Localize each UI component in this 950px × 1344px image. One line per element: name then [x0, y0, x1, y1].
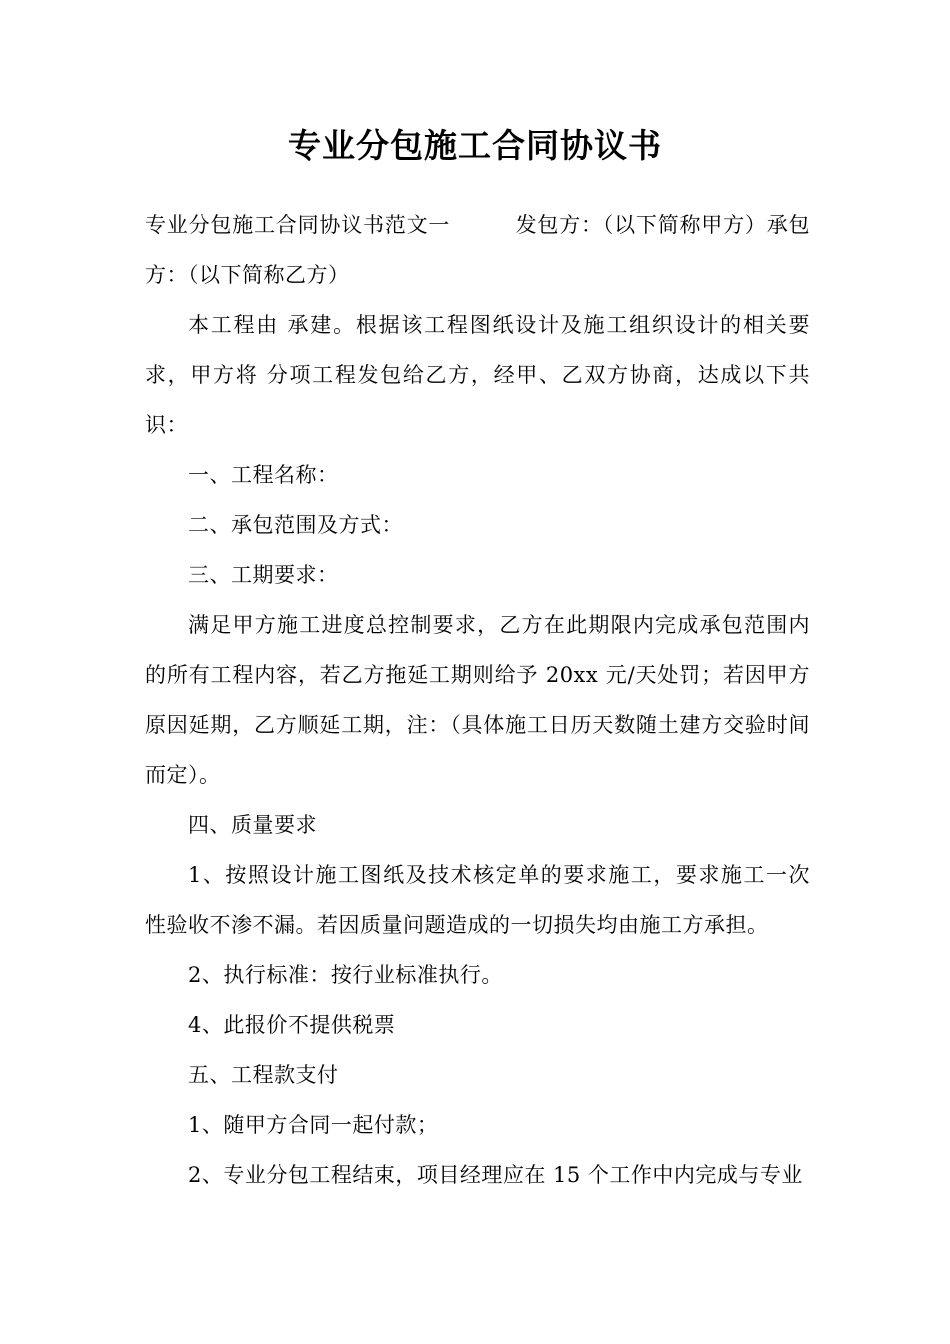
payment-item-1: 1、随甲方合同一起付款； [188, 1113, 439, 1137]
document-title: 专业分包施工合同协议书 [288, 126, 662, 165]
payment-item-2: 2、专业分包工程结束，项目经理应在 15 个工作中内完成与专业 [188, 1163, 803, 1187]
quality-item-1: 1、按照设计施工图纸及技术核定单的要求施工，要求施工一次 性验收不渗不漏。若因质量问题造成的一切损失均由施工方承担。 [145, 863, 810, 937]
schedule-paragraph: 满足甲方施工进度总控制要求，乙方在此期限内完成承包范围内的所有工程内容，若乙方拖延工期则给予 20xx 元/天处罚；若因甲方原因延期，乙方顺延工期，注：（具体施工日历天数随土建方交验时间而定）。 [145, 613, 810, 787]
intro-paragraph: 专业分包施工合同协议书范文一 发包方：（以下简称甲方）承包方：（以下简称乙方） [145, 213, 810, 287]
quality-item-4: 4、此报价不提供税票 [188, 1013, 396, 1037]
quality-item-2: 2、执行标准：按行业标准执行。 [188, 963, 503, 987]
section-heading-project-name: 一、工程名称： [188, 463, 339, 487]
project-consensus-paragraph: 本工程由 承建。根据该工程图纸设计及施工组织设计的相关要求，甲方将 分项工程发包给乙方，经甲、乙双方协商，达成以下共识： [145, 313, 810, 437]
section-heading-scope: 二、承包范围及方式： [188, 513, 403, 537]
section-heading-schedule: 三、工期要求： [188, 563, 339, 587]
document-body [145, 200, 810, 1200]
section-heading-quality: 四、质量要求 [188, 813, 317, 837]
section-heading-payment: 五、工程款支付 [188, 1063, 339, 1087]
